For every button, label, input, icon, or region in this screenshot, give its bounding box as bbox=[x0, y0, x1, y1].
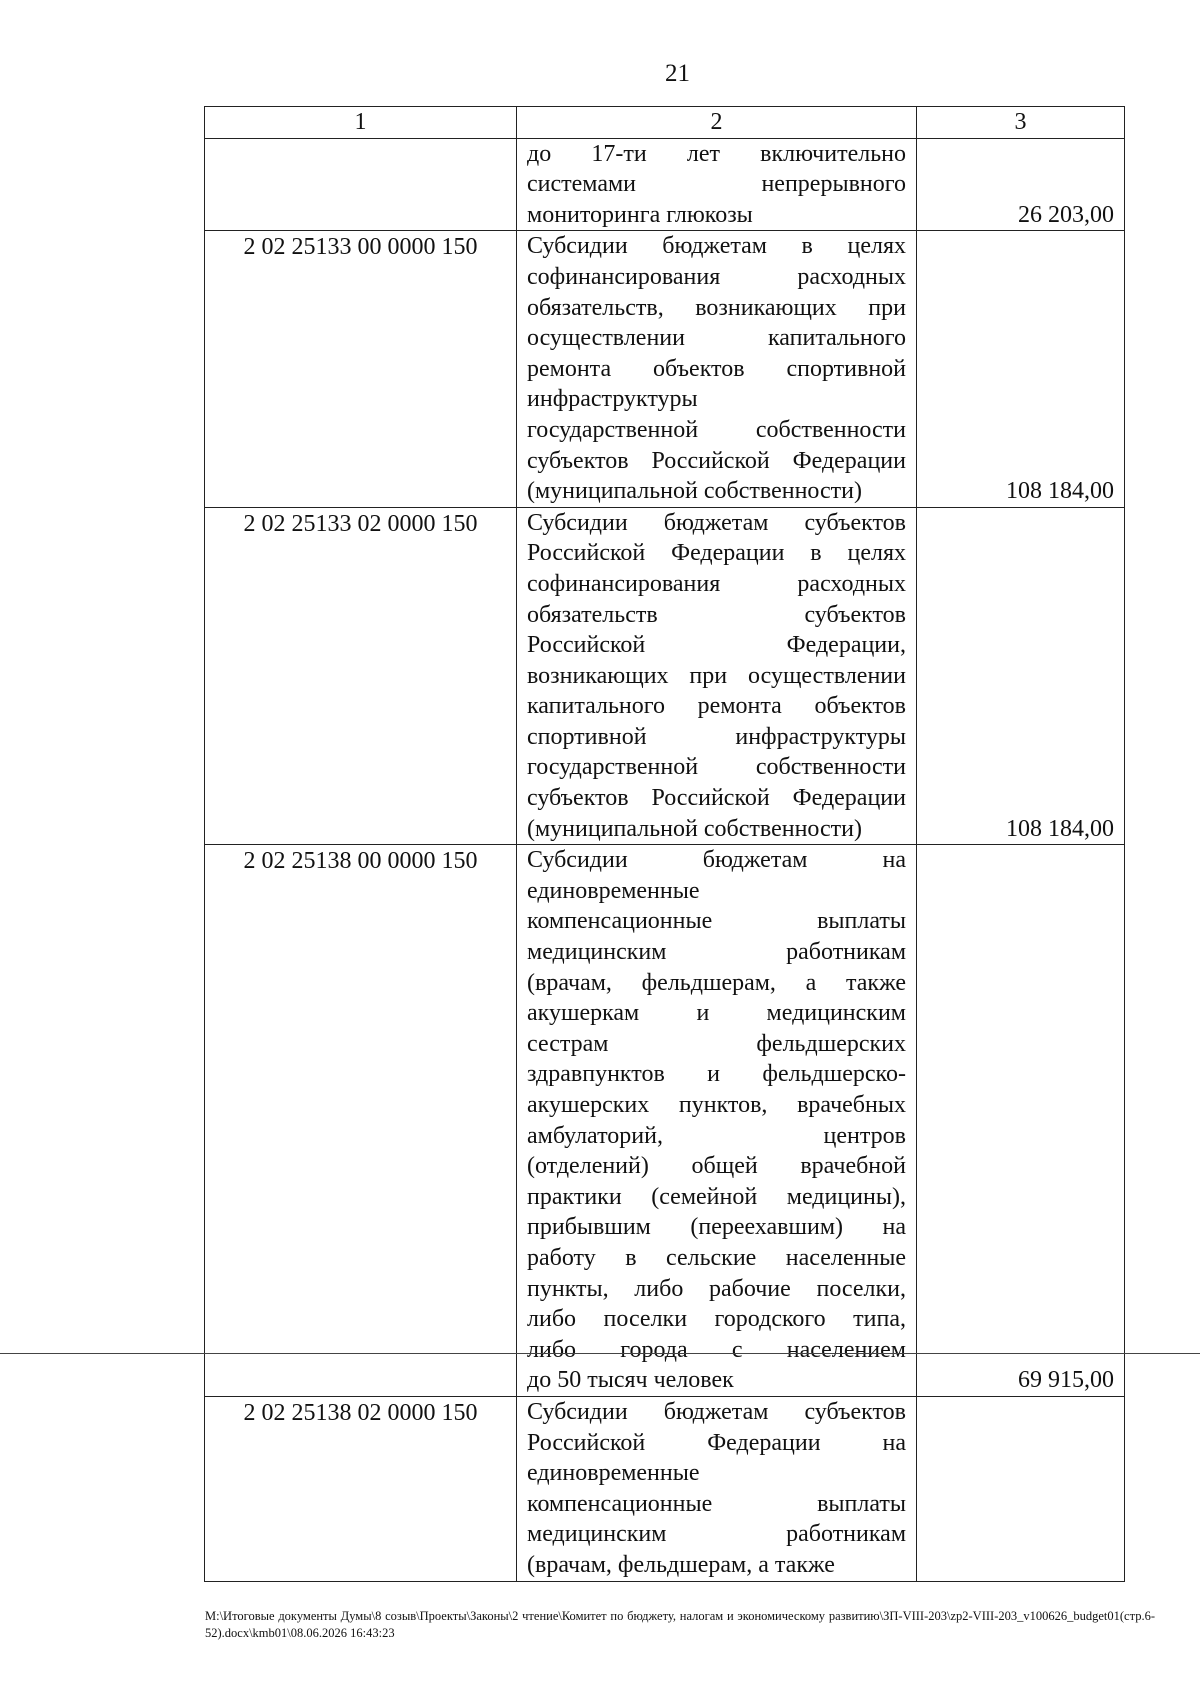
amount-cell bbox=[917, 1396, 1125, 1581]
description-line: (врачам, фельдшерам, а также bbox=[527, 1551, 835, 1578]
description-line: либо поселки городского типа, bbox=[527, 1306, 906, 1333]
description-line: софинансирования расходных bbox=[527, 570, 906, 597]
amount-cell: 108 184,00 bbox=[917, 507, 1125, 845]
description-line: медицинским работникам bbox=[527, 1521, 906, 1548]
description-line: либо города с населением bbox=[527, 1336, 906, 1363]
description-line: здравпунктов и фельдшерско- bbox=[527, 1061, 906, 1088]
description-line: акушерских пунктов, врачебных bbox=[527, 1092, 906, 1118]
description-line: (муниципальной собственности) bbox=[527, 478, 862, 505]
description-line: субъектов Российской Федерации bbox=[527, 785, 906, 812]
scan-artifact-line bbox=[0, 1353, 1200, 1354]
description-line: прибывшим (переехавшим) на bbox=[527, 1214, 906, 1241]
footer-file-path: M:\Итоговые документы Думы\8 созыв\Проекты\Законы\2 чтение\Комитет по бюджету, налогам и экономическому развитию\ЗП-VIII-203\zp2-VIII-203_v100626_budget01(стр.6-52).docx\kmb01\08.06.2026 16:43:23 bbox=[205, 1609, 1155, 1640]
description-line: (муниципальной собственности) bbox=[527, 815, 862, 842]
budget-code-cell: 2 02 25133 02 0000 150 bbox=[205, 507, 517, 845]
description-line: медицинским работникам bbox=[527, 939, 906, 966]
description-line: обязательств, возникающих при bbox=[527, 294, 906, 321]
budget-code-cell: 2 02 25133 00 0000 150 bbox=[205, 231, 517, 507]
description-line: до 17-ти лет включительно bbox=[527, 140, 906, 167]
description-line: мониторинга глюкозы bbox=[527, 201, 753, 228]
page-number: 21 bbox=[665, 60, 690, 87]
description-line: компенсационные выплаты bbox=[527, 908, 906, 935]
description-line: субъектов Российской Федерации bbox=[527, 447, 906, 474]
budget-code-cell: 2 02 25138 02 0000 150 bbox=[205, 1396, 517, 1581]
description-line: работу в сельские населенные bbox=[527, 1244, 906, 1271]
description-line: Российской Федерации на bbox=[527, 1429, 906, 1456]
description-line: обязательств субъектов bbox=[527, 601, 906, 628]
budget-code-cell: 2 02 25138 00 0000 150 bbox=[205, 845, 517, 1397]
description-line: спортивной инфраструктуры bbox=[527, 723, 906, 750]
description-line: ремонта объектов спортивной bbox=[527, 355, 906, 382]
description-line: (отделений) общей врачебной bbox=[527, 1153, 906, 1180]
description-line: амбулаторий, центров bbox=[527, 1122, 906, 1149]
description-line: софинансирования расходных bbox=[527, 263, 906, 290]
description-line: Субсидии бюджетам в целях bbox=[527, 233, 906, 260]
description-line: инфраструктуры bbox=[527, 386, 698, 413]
description-line: Российской Федерации в целях bbox=[527, 540, 906, 567]
description-cell bbox=[517, 1396, 917, 1581]
description-line: системами непрерывного bbox=[527, 171, 906, 198]
description-line: (врачам, фельдшерам, а также bbox=[527, 969, 906, 996]
description-cell bbox=[517, 507, 917, 845]
table-row bbox=[205, 138, 1125, 231]
description-line: акушеркам и медицинским bbox=[527, 1000, 906, 1027]
amount-cell: 26 203,00 bbox=[917, 138, 1125, 231]
description-cell bbox=[517, 138, 917, 231]
amount-cell: 69 915,00 bbox=[917, 845, 1125, 1397]
description-cell bbox=[517, 231, 917, 507]
table-body bbox=[205, 138, 1125, 1581]
budget-table bbox=[204, 106, 1125, 1582]
description-line: единовременные bbox=[527, 1460, 700, 1487]
column-header-1: 1 bbox=[205, 107, 517, 139]
column-header-2: 2 bbox=[517, 107, 917, 139]
table-row bbox=[205, 231, 1125, 507]
description-line: государственной собственности bbox=[527, 416, 906, 443]
budget-code-cell bbox=[205, 138, 517, 231]
description-line: сестрам фельдшерских bbox=[527, 1030, 906, 1057]
description-line: единовременные bbox=[527, 877, 700, 904]
table-header-row bbox=[205, 107, 1125, 139]
description-line: пункты, либо рабочие поселки, bbox=[527, 1275, 906, 1302]
description-line: компенсационные выплаты bbox=[527, 1490, 906, 1517]
description-line: Российской Федерации, bbox=[527, 632, 906, 659]
description-line: капитального ремонта объектов bbox=[527, 693, 906, 720]
description-line: Субсидии бюджетам субъектов bbox=[527, 509, 906, 536]
description-line: Субсидии бюджетам субъектов bbox=[527, 1398, 906, 1425]
description-line: возникающих при осуществлении bbox=[527, 662, 906, 689]
description-line: практики (семейной медицины), bbox=[527, 1183, 906, 1210]
description-line: государственной собственности bbox=[527, 754, 906, 781]
table-row bbox=[205, 1396, 1125, 1581]
column-header-3: 3 bbox=[917, 107, 1125, 139]
description-line: Субсидии бюджетам на bbox=[527, 847, 906, 874]
description-line: осуществлении капитального bbox=[527, 325, 906, 352]
description-line: до 50 тысяч человек bbox=[527, 1367, 734, 1394]
table-row bbox=[205, 507, 1125, 845]
table-row bbox=[205, 845, 1125, 1397]
amount-cell: 108 184,00 bbox=[917, 231, 1125, 507]
description-cell bbox=[517, 845, 917, 1397]
